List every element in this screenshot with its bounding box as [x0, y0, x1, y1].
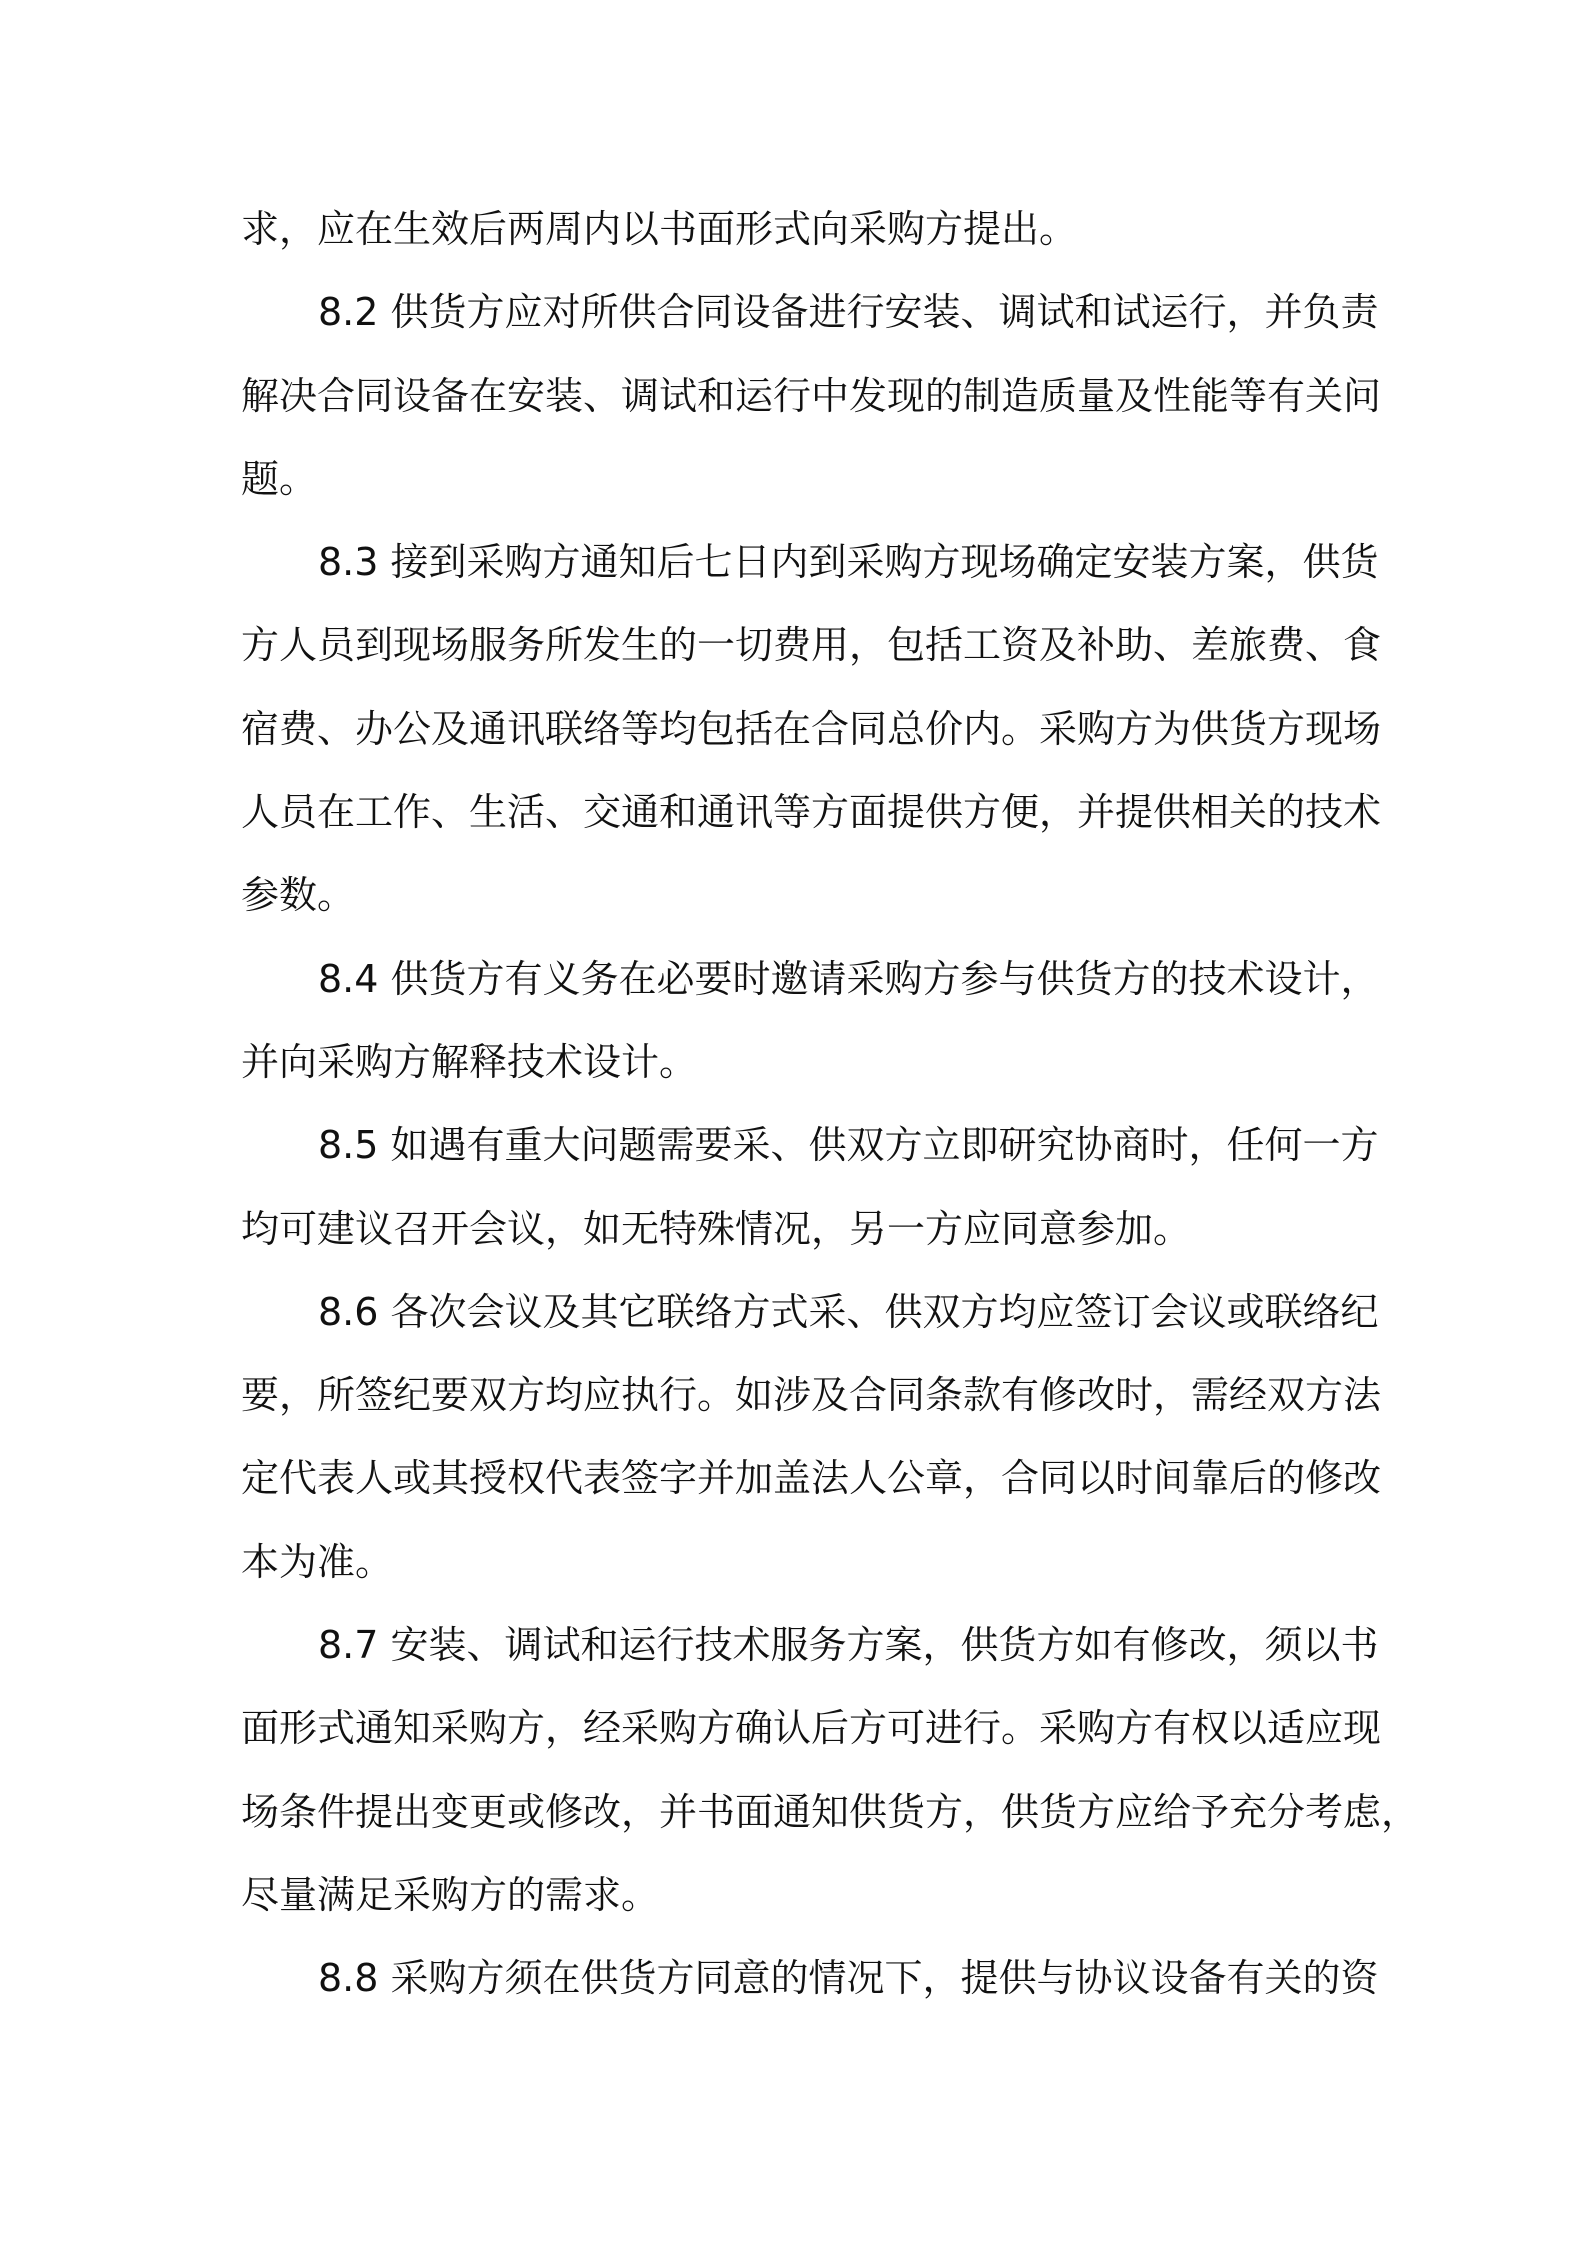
text-line: 解决合同设备在安装、调试和运行中发现的制造质量及性能等有关问 [241, 374, 1382, 418]
text-line: 人员在工作、生活、交通和通讯等方面提供方便，并提供相关的技术 [241, 790, 1382, 834]
text-line: 题。 [241, 457, 318, 501]
text-line: 场条件提出变更或修改，并书面通知供货方，供货方应给予充分考虑， [241, 1790, 1420, 1834]
text-line: 本为准。 [241, 1540, 394, 1584]
text-line: 尽量满足采购方的需求。 [241, 1873, 660, 1917]
paragraph-8-2-line: 8.2 供货方应对所供合同设备进行安装、调试和试运行，并负责 [318, 290, 1379, 334]
text-line: 并向采购方解释技术设计。 [241, 1040, 698, 1084]
paragraph-8-8-line: 8.8 采购方须在供货方同意的情况下，提供与协议设备有关的资 [318, 1956, 1379, 2000]
text-line: 求，应在生效后两周内以书面形式向采购方提出。 [241, 207, 1078, 251]
text-line: 定代表人或其授权代表签字并加盖法人公章，合同以时间靠后的修改 [241, 1456, 1382, 1500]
paragraph-8-5-line: 8.5 如遇有重大问题需要采、供双方立即研究协商时，任何一方 [318, 1123, 1379, 1167]
text-line: 参数。 [241, 873, 356, 917]
paragraph-8-7-line: 8.7 安装、调试和运行技术服务方案，供货方如有修改，须以书 [318, 1623, 1379, 1667]
text-line: 宿费、办公及通讯联络等均包括在合同总价内。采购方为供货方现场 [241, 707, 1382, 751]
text-line: 均可建议召开会议，如无特殊情况，另一方应同意参加。 [241, 1207, 1192, 1251]
paragraph-8-3-line: 8.3 接到采购方通知后七日内到采购方现场确定安装方案，供货 [318, 540, 1379, 584]
text-line: 面形式通知采购方，经采购方确认后方可进行。采购方有权以适应现 [241, 1706, 1382, 1750]
paragraph-8-6-line: 8.6 各次会议及其它联络方式采、供双方均应签订会议或联络纪 [318, 1290, 1379, 1334]
text-line: 要，所签纪要双方均应执行。如涉及合同条款有修改时，需经双方法 [241, 1373, 1382, 1417]
text-line: 方人员到现场服务所发生的一切费用，包括工资及补助、差旅费、食 [241, 623, 1382, 667]
paragraph-8-4-line: 8.4 供货方有义务在必要时邀请采购方参与供货方的技术设计， [318, 957, 1379, 1001]
